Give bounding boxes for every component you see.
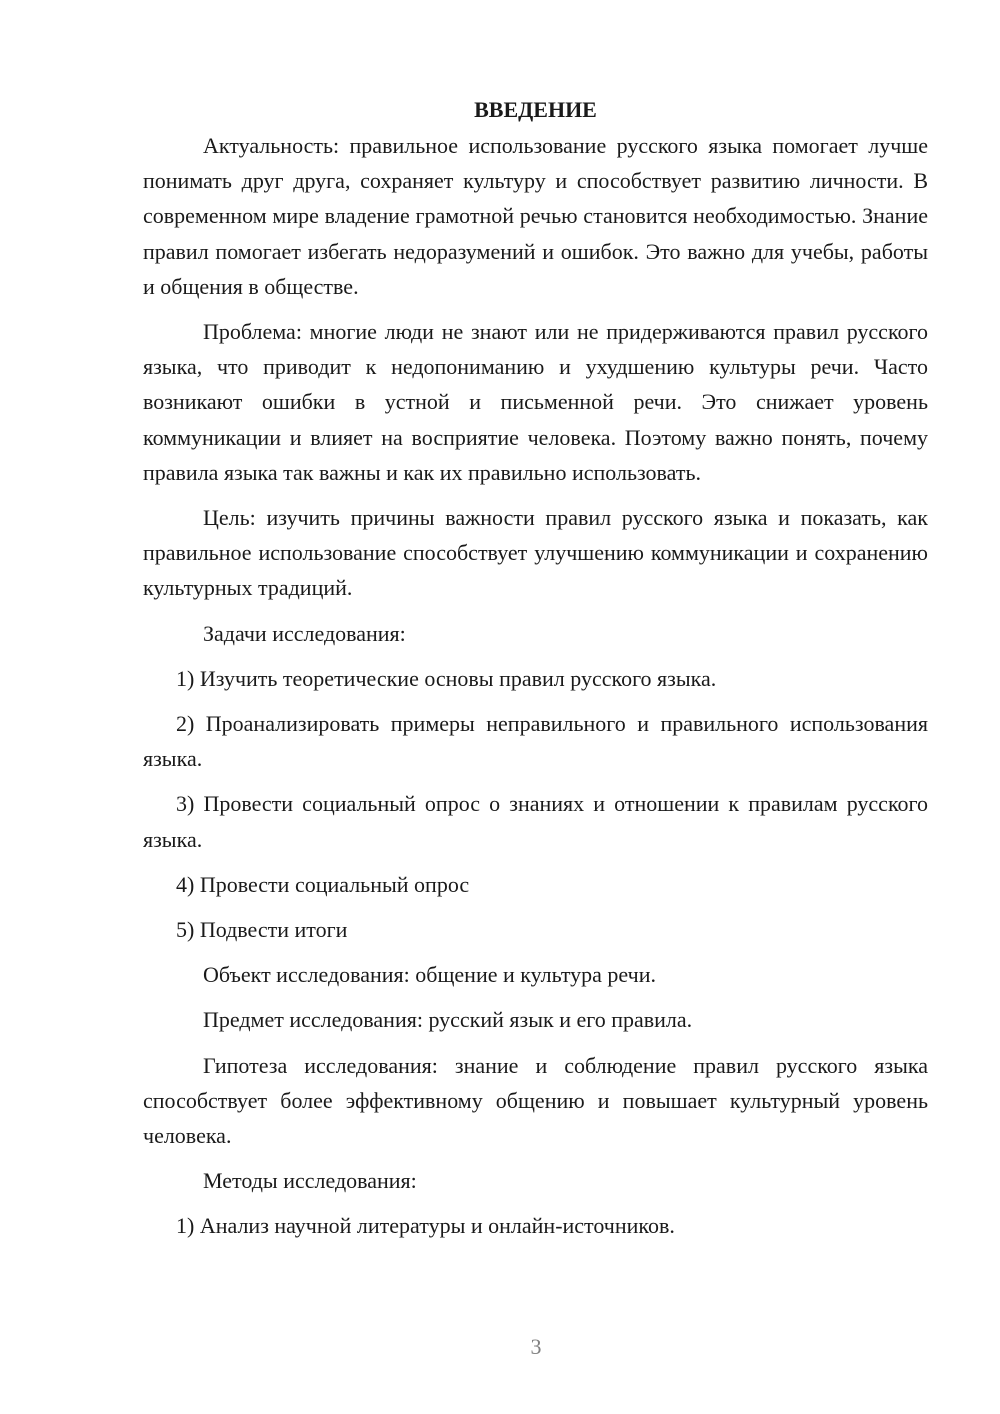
subject-paragraph: Предмет исследования: русский язык и его правила. xyxy=(203,1007,693,1033)
task-item-1: 1) Изучить теоретические основы правил русского языка. xyxy=(176,665,717,691)
task-item-3: 3) Провести социальный опрос о знаниях и отношении к правилам русского языка. xyxy=(143,791,928,852)
page-content xyxy=(143,92,928,1244)
section-heading: ВВЕДЕНИЕ xyxy=(474,97,597,122)
methods-title: Методы исследования: xyxy=(203,1168,417,1194)
hypothesis-paragraph: Гипотеза исследования: знание и соблюдение правил русского языка способствует более эффективному общению и повышает культурный уровень человека. xyxy=(143,1052,928,1149)
goal-paragraph: Цель: изучить причины важности правил русского языка и показать, как правильное использование способствует улучшению коммуникации и сохранению культурных традиций. xyxy=(143,505,928,601)
object-paragraph: Объект исследования: общение и культура речи. xyxy=(203,962,656,988)
problem-paragraph: Проблема: многие люди не знают или не придерживаются правил русского языка, что приводит к недопониманию и ухудшению культуры речи. Часто возникают ошибки в устной и письменной речи. Это снижает уровень коммуникации и влияет на восприятие человека. Поэтому важно понять, почему правила языка так важны и как их правильно использовать. xyxy=(143,319,928,485)
task-item-2: 2) Проанализировать примеры неправильного и правильного использования языка. xyxy=(143,711,928,772)
task-item-4: 4) Провести социальный опрос xyxy=(176,871,470,897)
method-item-1: 1) Анализ научной литературы и онлайн-источников. xyxy=(176,1213,675,1239)
relevance-paragraph: Актуальность: правильное использование русского языка помогает лучше понимать друг друга, сохраняет культуру и способствует развитию личности. В современном мире владение грамотной речью становится необходимостью. Знание правил помогает избегать недоразумений и ошибок. Это важно для учебы, работы и общения в обществе. xyxy=(143,133,928,299)
task-item-5: 5) Подвести итоги xyxy=(176,917,348,943)
page-number: 3 xyxy=(530,1334,542,1359)
tasks-title: Задачи исследования: xyxy=(203,620,406,646)
